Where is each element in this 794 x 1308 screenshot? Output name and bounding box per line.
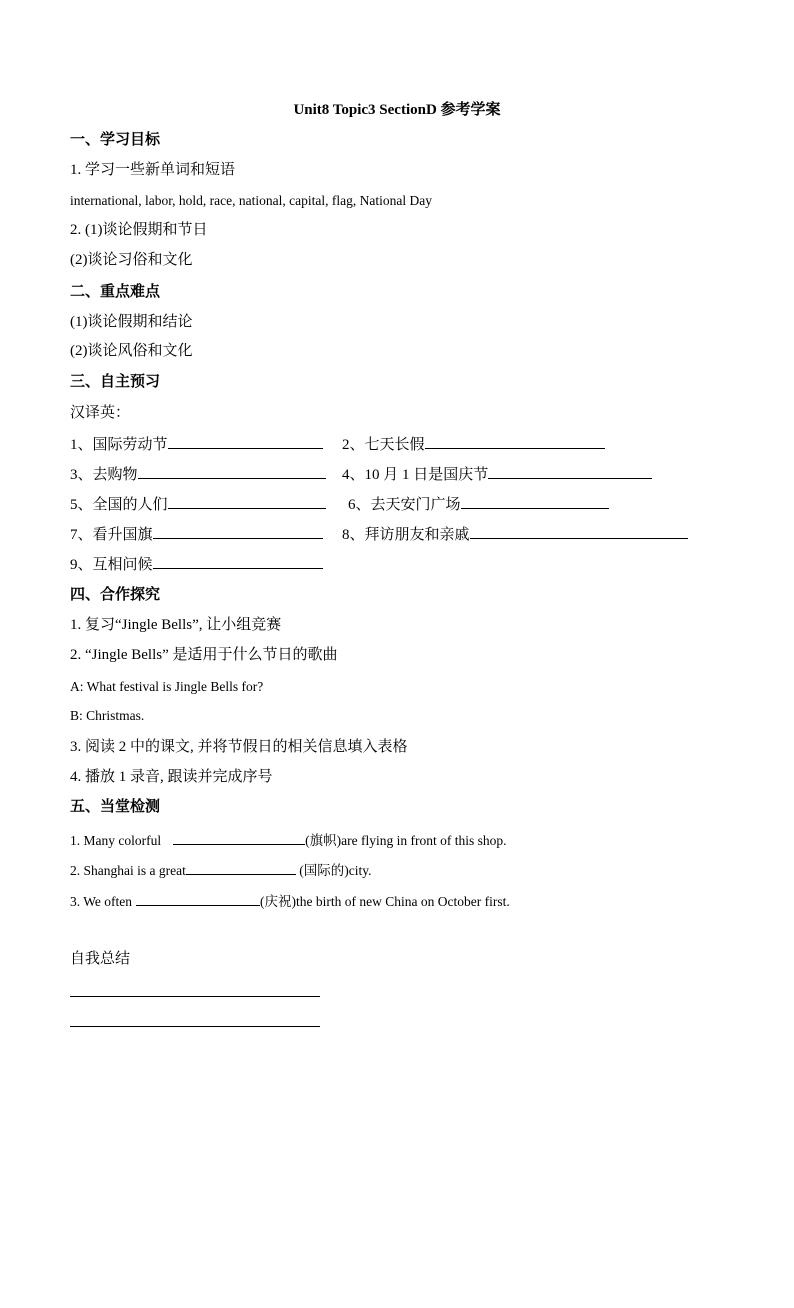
test-question-1: 1. Many colorful (旗帜)are flying in front of this shop. [70,829,506,851]
cooperation-item-3: 3. 阅读 2 中的课文, 并将节假日的相关信息填入表格 [70,739,408,755]
answer-blank[interactable] [138,463,326,479]
translate-intro: 汉译英： [70,405,131,421]
summary-line-1[interactable] [70,996,320,997]
preview-item-6: 6、去天安门广场 [348,493,609,515]
preview-item-4: 4、10 月 1 日是国庆节 [342,463,652,485]
answer-blank[interactable] [425,433,605,449]
answer-blank[interactable] [153,523,323,539]
preview-item-8: 8、拜访朋友和亲戚 [342,523,688,545]
section-heading-goals: 一、学习目标 [70,132,161,148]
cooperation-item-2: 2. “Jingle Bells” 是适用于什么节日的歌曲 [70,647,338,663]
answer-blank[interactable] [470,523,688,539]
vocabulary-list: international, labor, hold, race, national, capital, flag, National Day [70,193,432,208]
summary-line-2[interactable] [70,1026,320,1027]
answer-blank[interactable] [461,493,609,509]
test-question-2: 2. Shanghai is a great (国际的)city. [70,859,371,881]
key-point-2: (2)谈论风俗和文化 [70,343,193,359]
answer-blank[interactable] [173,829,305,845]
answer-blank[interactable] [136,890,260,906]
cooperation-item-4: 4. 播放 1 录音, 跟读并完成序号 [70,769,273,785]
preview-item-5: 5、全国的人们 [70,493,326,515]
answer-blank[interactable] [168,433,323,449]
answer-blank[interactable] [488,463,652,479]
goal-item-2: 2. (1)谈论假期和节日 [70,222,208,238]
answer-blank[interactable] [186,859,296,875]
preview-item-3: 3、去购物 [70,463,326,485]
dialogue-answer: B: Christmas. [70,708,145,723]
answer-blank[interactable] [153,553,323,569]
section-heading-key-points: 二、重点难点 [70,284,161,300]
preview-item-1: 1、国际劳动节 [70,433,323,455]
key-point-1: (1)谈论假期和结论 [70,314,193,330]
self-summary-label: 自我总结 [70,951,131,967]
goal-item-3: (2)谈论习俗和文化 [70,252,193,268]
section-heading-test: 五、当堂检测 [70,799,161,815]
test-question-3: 3. We often (庆祝)the birth of new China on October first. [70,890,510,912]
section-heading-cooperation: 四、合作探究 [70,587,161,603]
goal-item-1: 1. 学习一些新单词和短语 [70,162,236,178]
preview-item-9: 9、互相问候 [70,553,323,575]
answer-blank[interactable] [168,493,326,509]
page-title: Unit8 Topic3 SectionD 参考学案 [293,102,501,118]
section-heading-preview: 三、自主预习 [70,374,161,390]
dialogue-question: A: What festival is Jingle Bells for? [70,679,264,694]
preview-item-7: 7、看升国旗 [70,523,323,545]
cooperation-item-1: 1. 复习“Jingle Bells”, 让小组竞赛 [70,617,282,633]
preview-item-2: 2、七天长假 [342,433,605,455]
